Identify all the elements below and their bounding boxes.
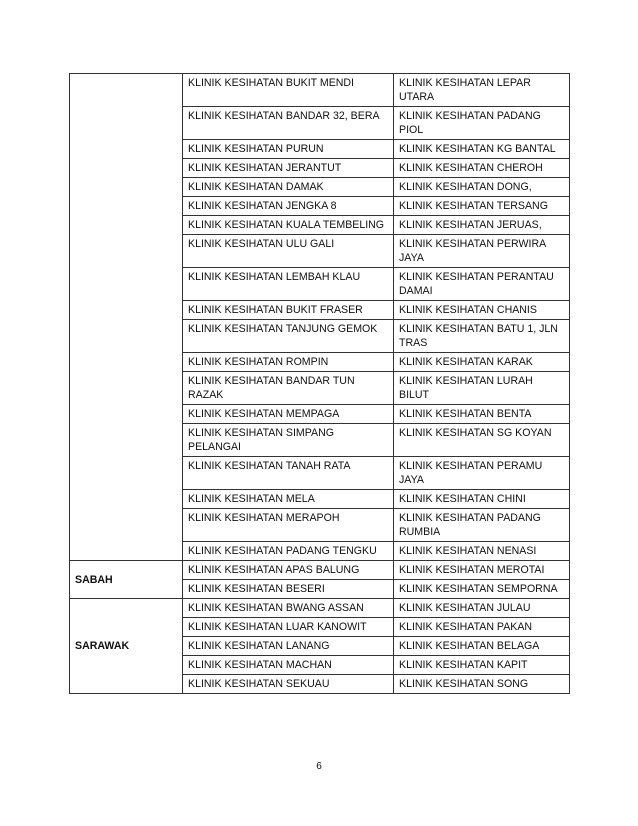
- clinic-name-cell: KLINIK KESIHATAN JENGKA 8: [183, 197, 394, 216]
- clinic-name-cell: KLINIK KESIHATAN MEMPAGA: [183, 405, 394, 424]
- clinic-name-cell: KLINIK KESIHATAN KAPIT: [394, 656, 570, 675]
- clinic-name-cell: KLINIK KESIHATAN MERAPOH: [183, 509, 394, 542]
- clinic-name-cell: KLINIK KESIHATAN BANDAR TUN RAZAK: [183, 372, 394, 405]
- clinic-name-cell: KLINIK KESIHATAN LURAH BILUT: [394, 372, 570, 405]
- page-number: 6: [316, 761, 322, 772]
- clinic-name-cell: KLINIK KESIHATAN LUAR KANOWIT: [183, 618, 394, 637]
- clinic-name-cell: KLINIK KESIHATAN ULU GALI: [183, 235, 394, 268]
- clinic-name-cell: KLINIK KESIHATAN MEROTAI: [394, 561, 570, 580]
- clinic-name-cell: KLINIK KESIHATAN DAMAK: [183, 178, 394, 197]
- clinic-name-cell: KLINIK KESIHATAN MELA: [183, 490, 394, 509]
- clinic-name-cell: KLINIK KESIHATAN DONG,: [394, 178, 570, 197]
- clinic-name-cell: KLINIK KESIHATAN CHINI: [394, 490, 570, 509]
- clinic-name-cell: KLINIK KESIHATAN ROMPIN: [183, 353, 394, 372]
- state-cell-sabah: SABAH: [70, 561, 183, 599]
- clinic-name-cell: KLINIK KESIHATAN TANAH RATA: [183, 457, 394, 490]
- table-row: [70, 74, 570, 107]
- clinic-name-cell: KLINIK KESIHATAN JULAU: [394, 599, 570, 618]
- table-row: [70, 599, 570, 618]
- clinic-name-cell: KLINIK KESIHATAN NENASI: [394, 542, 570, 561]
- clinic-name-cell: KLINIK KESIHATAN LEPAR UTARA: [394, 74, 570, 107]
- clinic-name-cell: KLINIK KESIHATAN BESERI: [183, 580, 394, 599]
- clinic-name-cell: KLINIK KESIHATAN BUKIT MENDI: [183, 74, 394, 107]
- clinic-name-cell: KLINIK KESIHATAN CHANIS: [394, 301, 570, 320]
- clinic-name-cell: KLINIK KESIHATAN PURUN: [183, 140, 394, 159]
- clinic-name-cell: KLINIK KESIHATAN BWANG ASSAN: [183, 599, 394, 618]
- state-cell-sarawak: SARAWAK: [70, 599, 183, 694]
- clinic-table: [69, 73, 570, 694]
- clinic-name-cell: KLINIK KESIHATAN JERANTUT: [183, 159, 394, 178]
- clinic-name-cell: KLINIK KESIHATAN BENTA: [394, 405, 570, 424]
- clinic-name-cell: KLINIK KESIHATAN MACHAN: [183, 656, 394, 675]
- clinic-name-cell: KLINIK KESIHATAN JERUAS,: [394, 216, 570, 235]
- clinic-name-cell: KLINIK KESIHATAN PAKAN: [394, 618, 570, 637]
- clinic-name-cell: KLINIK KESIHATAN SEKUAU: [183, 675, 394, 694]
- clinic-name-cell: KLINIK KESIHATAN PADANG PIOL: [394, 107, 570, 140]
- state-cell-continued: [70, 74, 183, 561]
- clinic-name-cell: KLINIK KESIHATAN SEMPORNA: [394, 580, 570, 599]
- clinic-name-cell: KLINIK KESIHATAN SIMPANG PELANGAI: [183, 424, 394, 457]
- clinic-name-cell: KLINIK KESIHATAN KUALA TEMBELING: [183, 216, 394, 235]
- clinic-name-cell: KLINIK KESIHATAN PADANG TENGKU: [183, 542, 394, 561]
- clinic-name-cell: KLINIK KESIHATAN BANDAR 32, BERA: [183, 107, 394, 140]
- clinic-name-cell: KLINIK KESIHATAN LANANG: [183, 637, 394, 656]
- clinic-name-cell: KLINIK KESIHATAN APAS BALUNG: [183, 561, 394, 580]
- clinic-name-cell: KLINIK KESIHATAN PERWIRA JAYA: [394, 235, 570, 268]
- clinic-name-cell: KLINIK KESIHATAN PERAMU JAYA: [394, 457, 570, 490]
- clinic-name-cell: KLINIK KESIHATAN TERSANG: [394, 197, 570, 216]
- clinic-name-cell: KLINIK KESIHATAN SG KOYAN: [394, 424, 570, 457]
- clinic-name-cell: KLINIK KESIHATAN PERANTAU DAMAI: [394, 268, 570, 301]
- clinic-name-cell: KLINIK KESIHATAN KG BANTAL: [394, 140, 570, 159]
- clinic-name-cell: KLINIK KESIHATAN SONG: [394, 675, 570, 694]
- clinic-name-cell: KLINIK KESIHATAN CHEROH: [394, 159, 570, 178]
- clinic-name-cell: KLINIK KESIHATAN BELAGA: [394, 637, 570, 656]
- clinic-name-cell: KLINIK KESIHATAN BUKIT FRASER: [183, 301, 394, 320]
- clinic-name-cell: KLINIK KESIHATAN LEMBAH KLAU: [183, 268, 394, 301]
- clinic-name-cell: KLINIK KESIHATAN BATU 1, JLN TRAS: [394, 320, 570, 353]
- table-row: [70, 561, 570, 580]
- clinic-name-cell: KLINIK KESIHATAN KARAK: [394, 353, 570, 372]
- clinic-name-cell: KLINIK KESIHATAN PADANG RUMBIA: [394, 509, 570, 542]
- clinic-name-cell: KLINIK KESIHATAN TANJUNG GEMOK: [183, 320, 394, 353]
